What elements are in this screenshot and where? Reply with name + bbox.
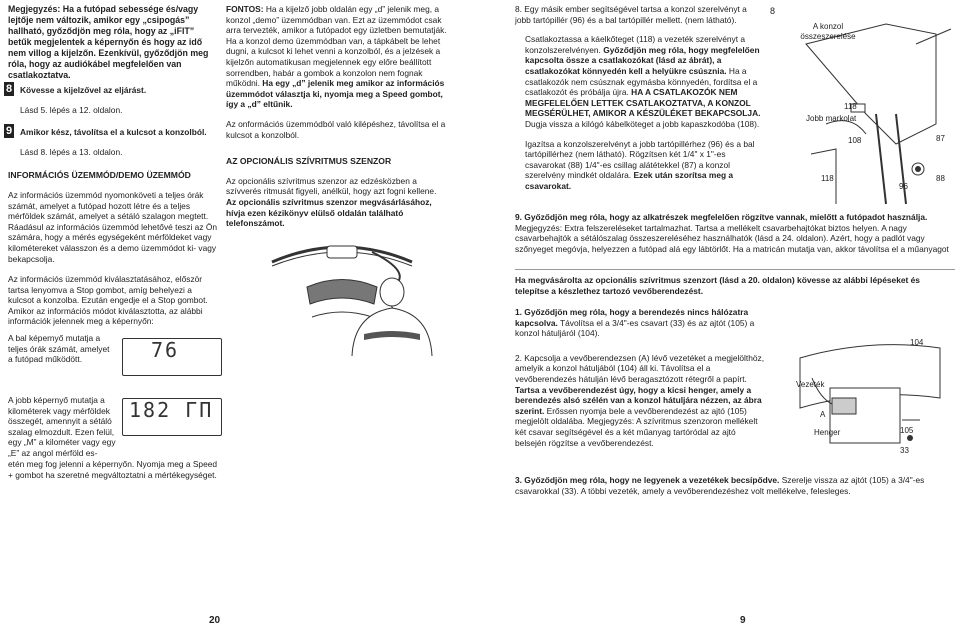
sensor-step-2-text: 2. Kapcsolja a vevőberendezsen (A) lévő vezetéket a megjelölthöz, amelyik a konzol hátuljából (104) áll ki. Távolítsa el a vevőberendezés hátulján lévő beragasztózott rétegről a papírt. (515, 352, 765, 384)
step-8-b-bold: Győződjön meg róla, hogy megfelelően kapcsolta össze a csatlakozókat (lásd az ábrát), a csatlakozókat könnyedén kell a helyükre csúsznia. (525, 44, 760, 76)
sensor-step-2-bold: Tartsa a vevőberendezést úgy, hogy a kicsi henger, amely a berendezés alsó szélén van a konzol hátuljára nézzen, az ábra szerint. (515, 384, 762, 416)
fig-top-console-label: A konzol összeszerelése (800, 22, 856, 41)
torso-illustration (342, 276, 442, 356)
step-8-b-tail: Ha a csatlakozók nem csúsznak egymásba könnyedén, fordítsa el a csatlakozót és próbálja újra. (525, 65, 758, 98)
display-2-caption: A jobb képernyő mutatja a kilométerek vagy mérföldek összegét, amennyit a sétáló szalag elmozdult. Ezen felül, egy „M” a kilométer vagy egy „E” az angol mérföld es- (8, 395, 116, 458)
optional-sensor-paragraph (226, 176, 448, 229)
sensor-step-3 (515, 475, 955, 496)
fig-top-118: 118 (844, 102, 857, 111)
console-assembly-figure (766, 4, 954, 209)
step-9-ref: Lásd 8. lépés a 13. oldalon. (20, 147, 123, 157)
important-label: FONTOS: (226, 4, 266, 14)
receiver-drawing (770, 338, 950, 463)
step-8-b-warning: HA A CSATLAKOZÓK NEM MEGFELELŐEN LETTEK CSATLAKOZTATVA, A KONZOL MEGSÉRÜLHET, AMIKOR A KÉSZÜLÉKET BEKAPCSOLJA. (525, 87, 761, 119)
page-number-right: 9 (740, 615, 746, 626)
sensor-step-1-text: Távolítsa el a 3/4"-es csavart (33) és az ajtót (105) a konzol hátuljáról (104). (515, 317, 755, 339)
right-column-top (515, 4, 763, 192)
right-optional-section (515, 275, 955, 296)
fig-top-96: 96 (899, 182, 908, 191)
step-9-text: Megjegyzés: Extra felszereléseket tartalmazhat. Tartsa a mellékelt csavarbehajtókat biztos helyen. A nagy csavarbehajtók a sétálószalag összeszereléséhez használhatók (lásd a 24. oldalon). Azért, hogy a padlót vagy szőnyeget megóvja, helyezzen a futópad alá egy lábtörlőt. Ha a matricán mutatja van, akkor távolítsa el a műanyagot (515, 222, 949, 254)
page-number-left: 20 (209, 615, 221, 626)
display-1-caption: A bal képernyő mutatja a teljes órák számát, amelyet a futópad működött. (8, 333, 110, 365)
hours-display (122, 338, 222, 376)
step-8-badge: 8 (5, 83, 13, 95)
fig-top-jobb: Jobb markolat (806, 114, 857, 123)
sensor-step-3-bold: 3. Győződjön meg róla, hogy ne legyenek a vezetékek becsípődve. (515, 475, 780, 485)
fig-bottom-104: 104 (910, 338, 924, 347)
step-8-ref: Lásd 5. lépés a 12. oldalon. (20, 105, 123, 115)
fig-top-87: 87 (936, 134, 945, 143)
fig-top-118b: 118 (821, 174, 834, 183)
sensor-step-3-text: Szerelje vissza az ajtót (105) a 3/4"-es csavarokkal (33). A többi vezeték, amely a vevőberendezéshez volt mellékelve, felesleges. (515, 475, 925, 496)
fig-bottom-33: 33 (900, 446, 909, 455)
step-9-badge: 9 (5, 125, 13, 137)
fig-top-num: 8 (770, 6, 776, 16)
assembly-step-8-a: 8. Egy másik ember segítségével tartsa a konzol szerelvényt a jobb tartópillér (96) és a bal tartópillér mellett. (nem látható). (515, 4, 747, 25)
divider (515, 269, 955, 270)
info-mode-title: INFORMÁCIÓS ÜZEMMÓD/DEMO ÜZEMMÓD (8, 170, 191, 180)
info-paragraph-1: Az információs üzemmód nyomonköveti a teljes órák számát, amelyet a futópad hozott létre és a teljes mérföldek számát, amelyet a sétáló szalagon megtett. Ráadásul az információs üzemmód lehetővé teszi az Ön számára, hogy a mérés egységeként mérföldeket vagy kilométereket válasszon és a demo üzemmódot ki- vagy bekapcsolja. (8, 190, 218, 264)
note-intro: Megjegyzés: Ha a futópad sebessége és/vagy lejtője nem változik, amikor egy „csipogás” hallható, győződjön meg róla, hogy az „iFIT” betűk megjelentek a képernyőn és hogy az idő nem villog a kijelzőn. Ezenkívül, győződjön meg róla, hogy az audiókábel megfelelően van csatlakoztatva. (8, 4, 209, 80)
info-paragraph-2: Az információs üzemmód kiválasztatásához, először tartsa lenyomva a Stop gombot, amíg behelyezi a kulcsot a konzolba. Ezután engedje el a Stop gombot. Amikor az információs módot kiválasztotta, az alábbi információk jelennek meg a képernyőn: (8, 274, 208, 327)
fig-top-108: 108 (848, 136, 862, 145)
sensor-text-bold: Az opcionális szívritmus szenzor megvásárlásához, hívja ezen kézikönyv elülső oldalán található telefonszámot. (226, 196, 432, 229)
info-paragraph-3: etén meg fog jelenni a képernyőn. Nyomja meg a Speed + gombot ha szeretné megváltoztatni a mértékegységet. (8, 459, 218, 480)
middle-column (226, 4, 448, 229)
fig-bottom-vezetek: Vezeték (796, 380, 825, 389)
assembly-step-8-c (515, 139, 763, 192)
right-step-9 (515, 212, 955, 254)
sensor-step-2-tail: Erőssen nyomja bele a vevőberendezést az ajtó (105) megjelölt oldalába. Megjegyzés: A szívritmus szenzoron mellékelt két csavar segítségével és a két műanyag tartóródal az ajtó belsején rögzítse a vevőberendezést. (515, 405, 758, 448)
fig-bottom-105: 105 (900, 426, 914, 435)
right-optional-steps (515, 307, 765, 448)
distance-display (122, 398, 222, 436)
optional-intro: Ha megvásárolta az opcionális szívritmus szenzort (lásd a 20. oldalon) kövesse az alábbi lépéseket és telepítse a készlethez tartozó vevőberendezést. (515, 275, 920, 296)
step-9-text: Amikor kész, távolítsa el a kulcsot a konzolból. (20, 127, 207, 137)
left-column (8, 4, 218, 81)
distance-display-value: 182 ГП (129, 398, 214, 422)
fig-bottom-henger: Henger (814, 428, 841, 437)
step-8-text: Kövesse a kijelzővel az eljárást. (20, 85, 147, 95)
step-8-b-text: Csatlakoztassa a káelkőteget (118) a vezeték szerelvényt a konzolszerelvényen. (525, 34, 746, 55)
exit-paragraph: Az onformációs üzemmódból való kilépéshez, távolítsa el a kulcsot a konzolból. (226, 118, 446, 140)
optional-sensor-title: AZ OPCIONÁLIS SZÍVRITMUS SZENZOR (226, 156, 392, 167)
sensor-step-2 (515, 353, 765, 448)
right-step-3 (515, 475, 955, 496)
assembly-step-8-b (515, 34, 763, 129)
demo-text: Ha a kijelző jobb oldalán egy „d” jelenik meg, a konzol „demo” üzemmódban van. Ezt az üzemmódot csak arra tervezték, amikor a futópadot egy üzletben bemutatják. Ha a konzol demo üzemmódban van, a tápkábelt be lehet dugni, a kulcsot ki lehet venni a konzolból, és a jelzések a kijelzőn automatikusan megjelennek egy előre beállított sorrendben, habár a gombok a konzolon nem fognak működni. (226, 4, 447, 89)
assembly-step-9 (515, 212, 955, 254)
sensor-step-1-bold: 1. Győződjön meg róla, hogy a berendezés nincs hálózatra kapcsolva. (515, 307, 749, 328)
fig-bottom-A: A (820, 410, 826, 419)
step-8-c-text: Igazítsa a konzolszerelvényt a jobb tartópillérhez (96) és a bal tartópillérhez (nem látható). Rögzítsen két 1/4" x 1"-es csavarokat (88) 1/4"-es csillag alátétekkel (87) a konzol szerelvény mindkét oldalára. (525, 138, 755, 181)
fig-top-88: 88 (936, 174, 945, 183)
receiver-figure (770, 338, 950, 463)
demo-paragraph (226, 4, 448, 110)
step-8-c-bold: Ezek után szorítsa meg a csavarokat. (525, 170, 734, 191)
sensor-step-1 (515, 307, 765, 339)
sensor-text: Az opcionális szívritmus szenzor az edzésközben a szívverés ritmusát figyeli, anélkül, hogy azt fogni kellene. (226, 175, 437, 197)
hours-display-value: 76 (151, 338, 180, 362)
demo-text-bold: Ha egy „d” jelenik meg amikor az információs üzemmódot választja ki, nyomja meg a Speed gombot, így a „d” eltűnik. (226, 78, 445, 110)
step-8-b-end: Dugja vissza a kilógó kábelköteget a jobb kapaszkodóba (108). (525, 118, 760, 129)
step-9-bold: 9. Győződjön meg róla, hogy az alkatrészek megfelelően rögzítve vannak, mielőtt a futópadot használja. (515, 212, 928, 222)
